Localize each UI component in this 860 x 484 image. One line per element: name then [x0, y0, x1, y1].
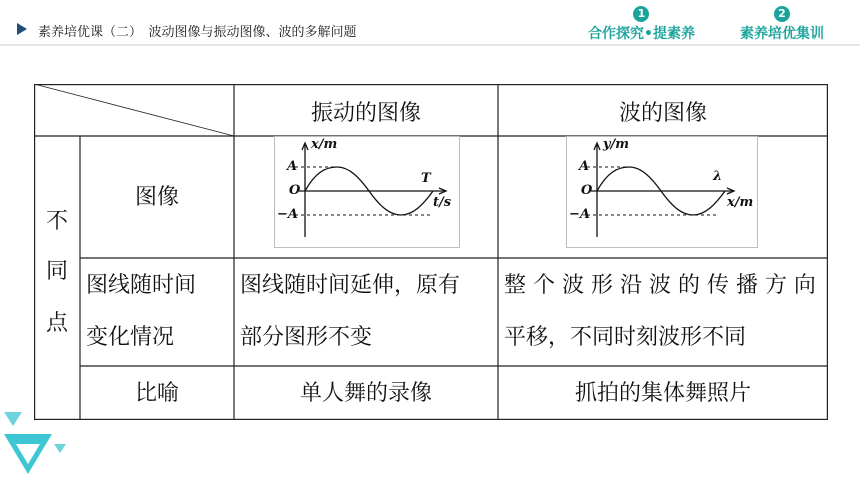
col-header-wave: 波的图像	[618, 101, 707, 126]
wave-origin-label: O	[581, 183, 593, 198]
group-label-char-3: 点	[45, 311, 68, 336]
lesson-title: 素养培优课（二） 波动图像与振动图像、波的多解问题	[38, 25, 357, 40]
row-label-change-line-2: 变化情况	[86, 325, 175, 350]
vibration-period-label: T	[421, 171, 431, 186]
vibration-metaphor: 单人舞的录像	[299, 381, 432, 406]
table-grid-lines	[34, 84, 828, 420]
step-1-label: 合作探究•提素养	[588, 26, 695, 42]
wave-graph	[566, 136, 758, 248]
header-divider	[0, 44, 860, 46]
row-label-change-line-1: 图线随时间	[86, 273, 197, 298]
wave-wavelength-label: λ	[713, 169, 723, 184]
comparison-table	[34, 84, 828, 420]
group-label-char-1: 不	[45, 209, 68, 234]
vibration-graph	[274, 136, 460, 248]
vibration-y-axis-label: x/m	[311, 137, 338, 152]
wave-metaphor: 抓拍的集体舞照片	[574, 381, 751, 406]
play-arrow-icon	[17, 23, 27, 35]
group-label-char-2: 同	[45, 259, 68, 284]
vibration-amp-neg-label: −A	[277, 207, 298, 222]
wave-x-axis-label: x/m	[727, 195, 754, 210]
wave-amp-neg-label: −A	[569, 207, 590, 222]
row-label-image: 图像	[134, 185, 179, 210]
vibration-change-line-2: 部分图形不变	[240, 325, 373, 350]
tiny-triangle-icon	[54, 444, 66, 453]
step-1-link[interactable]	[588, 6, 695, 43]
vibration-change-line-1: 图线随时间延伸，原有	[240, 273, 461, 298]
wave-y-axis-label: y/m	[603, 137, 630, 152]
step-2-link[interactable]	[740, 6, 824, 43]
step-1-badge: 1	[633, 6, 649, 22]
step-2-badge: 2	[774, 6, 790, 22]
col-header-vibration: 振动的图像	[310, 101, 421, 126]
vibration-amp-pos-label: A	[287, 159, 298, 174]
vibration-x-axis-label: t/s	[433, 195, 452, 210]
step-2-label: 素养培优集训	[740, 26, 824, 42]
wave-amp-pos-label: A	[579, 159, 590, 174]
small-triangle-icon	[4, 412, 22, 426]
vibration-origin-label: O	[289, 183, 301, 198]
row-label-metaphor: 比喻	[134, 381, 179, 406]
wave-change-line-2: 平移，不同时刻波形不同	[504, 325, 747, 350]
slide-header	[0, 0, 860, 46]
triangle-inner-cutout	[16, 444, 40, 464]
wave-change-line-1: 整 个 波 形 沿 波 的 传 播 方 向	[504, 273, 816, 298]
